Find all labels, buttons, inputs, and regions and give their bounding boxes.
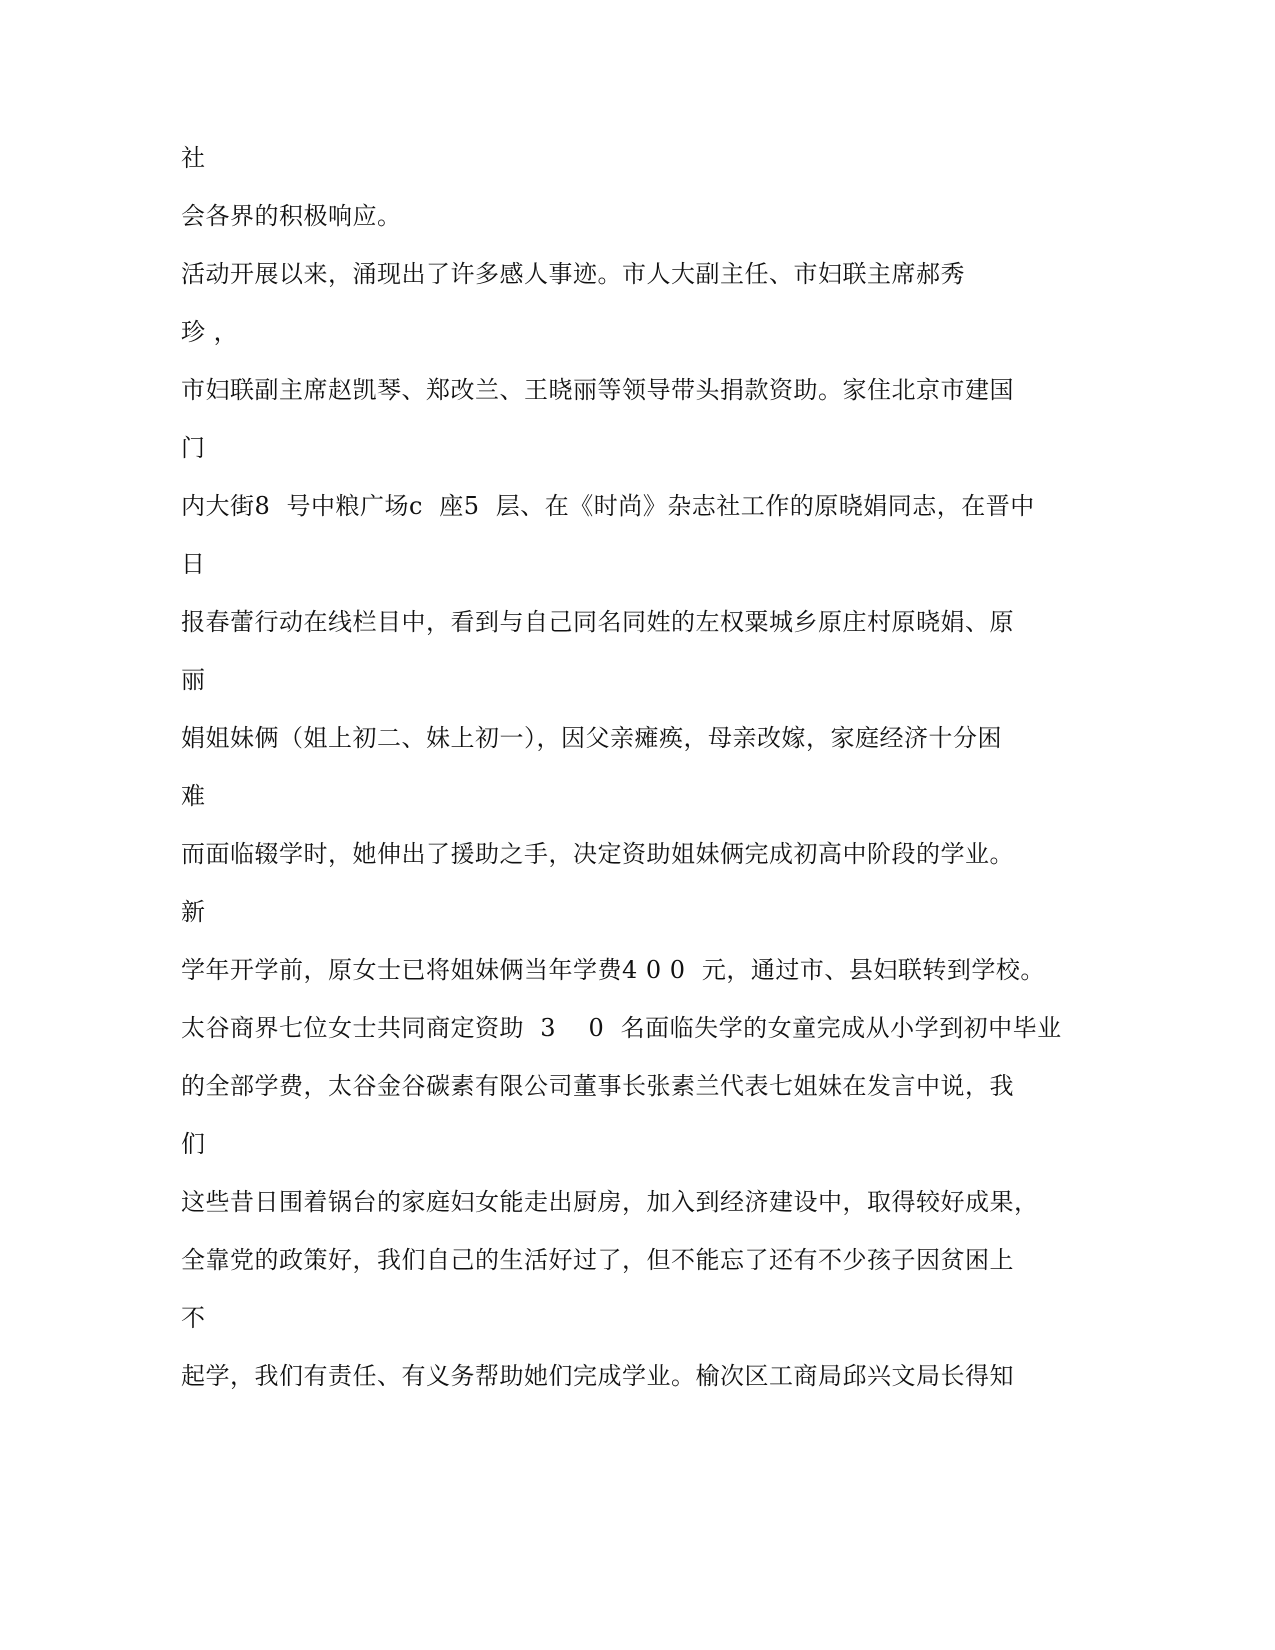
text-line: 报春蕾行动在线栏目中，看到与自己同名同姓的左权粟城乡原庄村原晓娟、原 [181, 608, 1014, 636]
text-line: 学年开学前，原女士已将姐妹俩当年学费4 0 0 元，通过市、县妇联转到学校。 [181, 956, 1045, 984]
text-line: 珍 ， [181, 318, 239, 346]
text-line: 丽 [181, 666, 206, 694]
text-line: 门 [181, 434, 206, 462]
text-line: 而面临辍学时，她伸出了援助之手，决定资助姐妹俩完成初高中阶段的学业。 [181, 840, 1014, 868]
text-line: 市妇联副主席赵凯琴、郑改兰、王晓丽等领导带头捐款资助。家住北京市建国 [181, 376, 1014, 404]
text-line: 社 [181, 144, 206, 172]
text-line: 娟姐妹俩（姐上初二、妹上初一），因父亲瘫痪，母亲改嫁，家庭经济十分困 [181, 724, 1002, 752]
text-line: 难 [181, 782, 206, 810]
text-line: 们 [181, 1130, 206, 1158]
text-line: 会各界的积极响应。 [181, 202, 402, 230]
text-line: 全靠党的政策好，我们自己的生活好过了，但不能忘了还有不少孩子因贫困上 [181, 1246, 1014, 1274]
text-line: 起学，我们有责任、有义务帮助她们完成学业。榆次区工商局邱兴文局长得知 [181, 1362, 1014, 1390]
text-line: 日 [181, 550, 206, 578]
text-line: 新 [181, 898, 206, 926]
text-line: 不 [181, 1304, 206, 1332]
text-line: 这些昔日围着锅台的家庭妇女能走出厨房，加入到经济建设中，取得较好成果， [181, 1188, 1039, 1216]
text-line: 活动开展以来，涌现出了许多感人事迹。市人大副主任、市妇联主席郝秀 [181, 260, 965, 288]
text-line: 的全部学费，太谷金谷碳素有限公司董事长张素兰代表七姐妹在发言中说，我 [181, 1072, 1014, 1100]
text-line: 太谷商界七位女士共同商定资助 3 0 名面临失学的女童完成从小学到初中毕业 [181, 1014, 1062, 1042]
text-line: 内大街8 号中粮广场c 座5 层、在《时尚》杂志社工作的原晓娟同志，在晋中 [181, 492, 1035, 520]
